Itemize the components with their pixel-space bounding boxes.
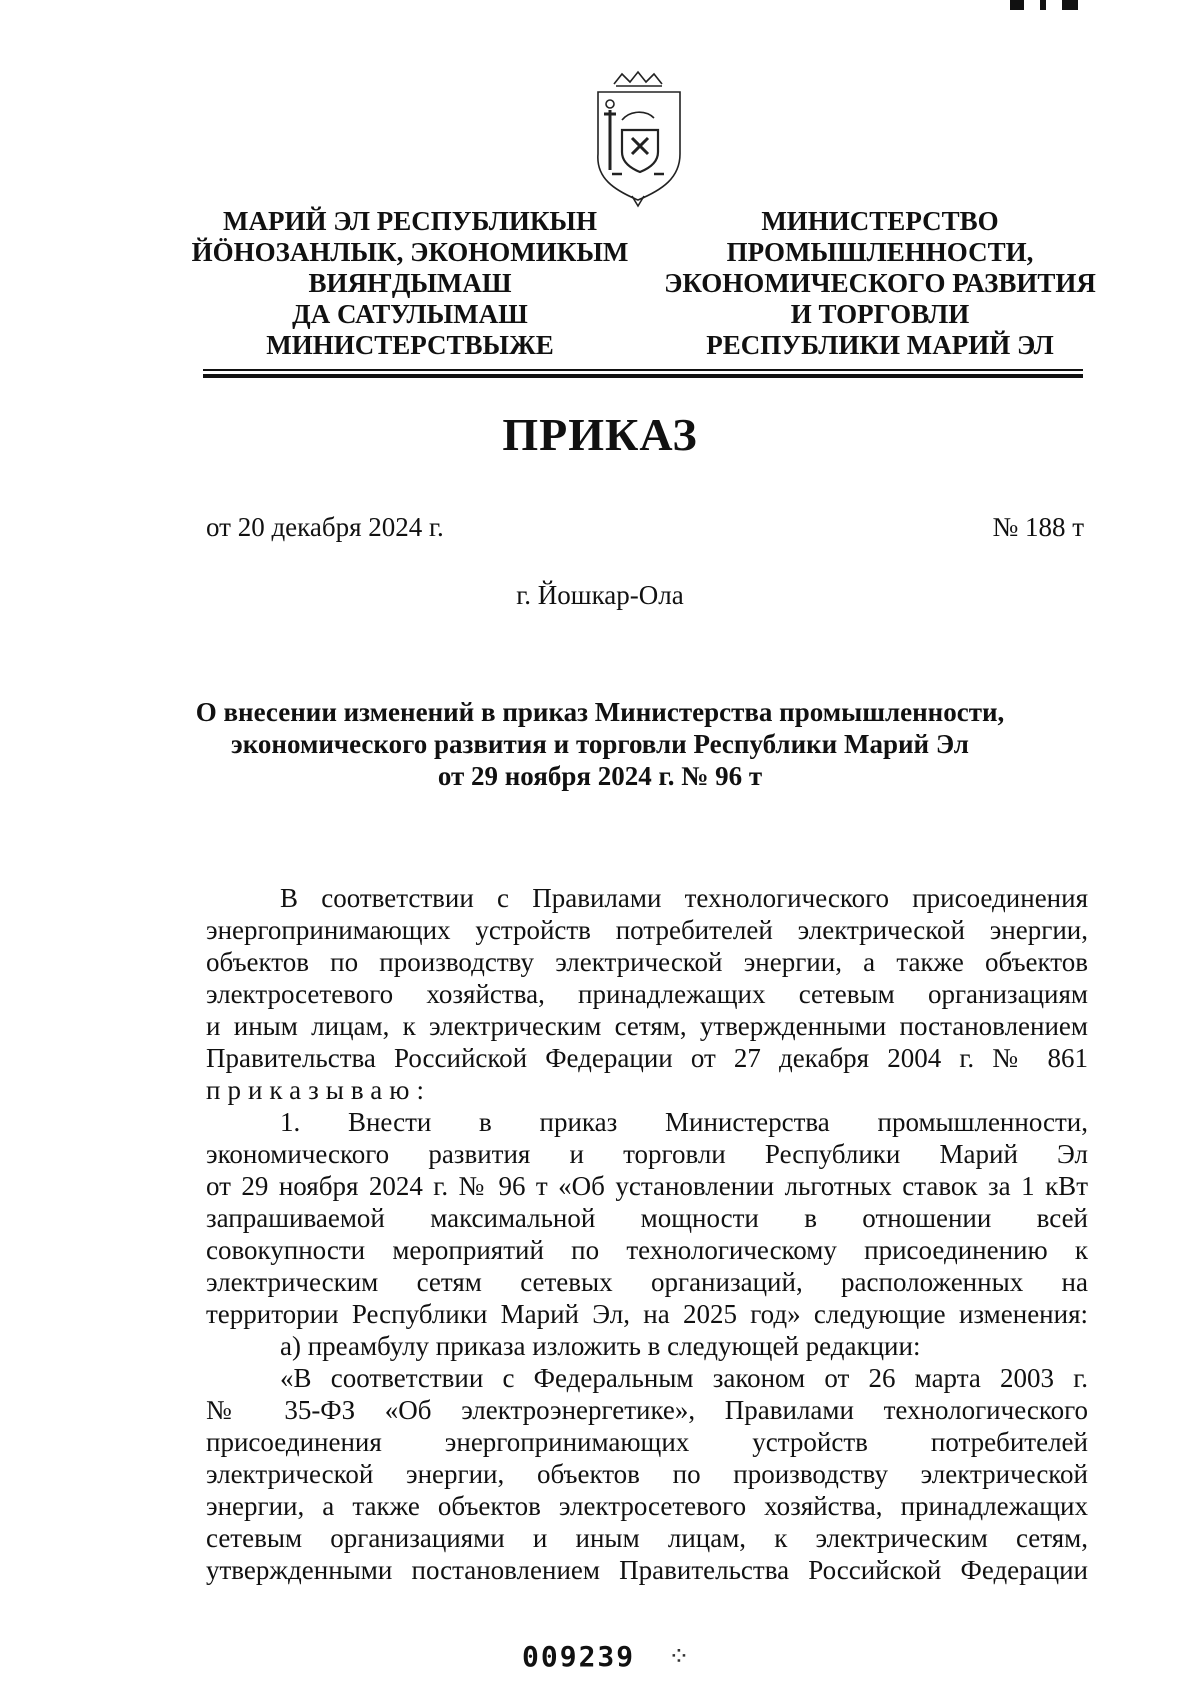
body-line: присоединения энергопринимающих устройств потребителей: [206, 1427, 1088, 1457]
body-line: электросетевого хозяйства, принадлежащих сетевым организациям: [206, 979, 1088, 1009]
body-line: энергии, а также объектов электросетевого хозяйства, принадлежащих: [206, 1491, 1088, 1521]
header-line: ЙӦНОЗАНЛЫК, ЭКОНОМИКЫМ: [191, 237, 629, 267]
body-line: электрической энергии, объектов по производству электрической: [206, 1459, 1088, 1489]
body-line: Правительства Российской Федерации от 27 декабря 2004 г. № 861: [206, 1043, 1088, 1073]
document-subject: [150, 696, 1050, 792]
document-number: № 188 т: [992, 512, 1084, 542]
body-line: экономического развития и торговли Республики Марий Эл: [206, 1139, 1088, 1169]
body-line: приказываю:: [206, 1075, 431, 1105]
document-body: [206, 882, 1088, 1586]
body-line: и иным лицам, к электрическим сетям, утвержденными постановлением: [206, 1011, 1088, 1041]
scan-mark: [1010, 0, 1024, 10]
body-line: № 35-ФЗ «Об электроэнергетике», Правилами технологического: [206, 1395, 1088, 1425]
header-divider: [203, 374, 1083, 378]
body-line: запрашиваемой максимальной мощности в отношении всей: [206, 1203, 1088, 1233]
header-line: МАРИЙ ЭЛ РЕСПУБЛИКЫН: [223, 206, 597, 236]
header-line: МИНИСТЕРСТВО: [761, 206, 999, 236]
form-serial-number: 009239: [522, 1640, 636, 1673]
scan-mark: [1062, 0, 1078, 10]
header-divider: [203, 369, 1083, 371]
subject-line: экономического развития и торговли Республики Марий Эл: [231, 729, 969, 759]
header-line: МИНИСТЕРСТВЫЖЕ: [266, 330, 554, 360]
header-line: ВИЯҤДЫМАШ: [308, 268, 512, 298]
body-line: сетевым организациями и иным лицам, к электрическим сетям,: [206, 1523, 1088, 1553]
footer-mark: ⁘: [668, 1642, 690, 1671]
body-line: энергопринимающих устройств потребителей электрической энергии,: [206, 915, 1088, 945]
ministry-name-russian: [660, 206, 1100, 361]
body-line: утвержденными постановлением Правительства Российской Федерации: [206, 1555, 1088, 1585]
body-line: территории Республики Марий Эл, на 2025 год» следующие изменения:: [206, 1299, 1088, 1329]
body-line: от 29 ноября 2024 г. № 96 т «Об установлении льготных ставок за 1 кВт: [206, 1171, 1088, 1201]
body-line: 1. Внести в приказ Министерства промышленности,: [280, 1107, 1088, 1137]
body-line: В соответствии с Правилами технологического присоединения: [280, 883, 1088, 913]
document-title: ПРИКАЗ: [502, 409, 698, 460]
header-line: ДА САТУЛЫМАШ: [292, 299, 528, 329]
scan-mark: [1040, 0, 1046, 10]
body-line: «В соответствии с Федеральным законом от 26 марта 2003 г.: [280, 1363, 1088, 1393]
subject-line: О внесении изменений в приказ Министерства промышленности,: [195, 697, 1005, 727]
document-date: от 20 декабря 2024 г.: [206, 512, 444, 542]
header-line: ЭКОНОМИЧЕСКОГО РАЗВИТИЯ: [664, 268, 1096, 298]
header-line: И ТОРГОВЛИ: [790, 299, 970, 329]
subject-line: от 29 ноября 2024 г. № 96 т: [437, 761, 763, 791]
body-line: электрическим сетям сетевых организаций, расположенных на: [206, 1267, 1088, 1297]
body-line: объектов по производству электрической энергии, а также объектов: [206, 947, 1088, 977]
header-line: РЕСПУБЛИКИ МАРИЙ ЭЛ: [706, 330, 1054, 360]
ministry-name-mari: [190, 206, 630, 361]
header-line: ПРОМЫШЛЕННОСТИ,: [726, 237, 1034, 267]
body-line: а) преамбулу приказа изложить в следующей редакции:: [280, 1331, 921, 1361]
document-city: г. Йошкар-Ола: [516, 580, 684, 610]
coat-of-arms-icon: [592, 70, 684, 210]
body-line: совокупности мероприятий по технологическому присоединению к: [206, 1235, 1088, 1265]
